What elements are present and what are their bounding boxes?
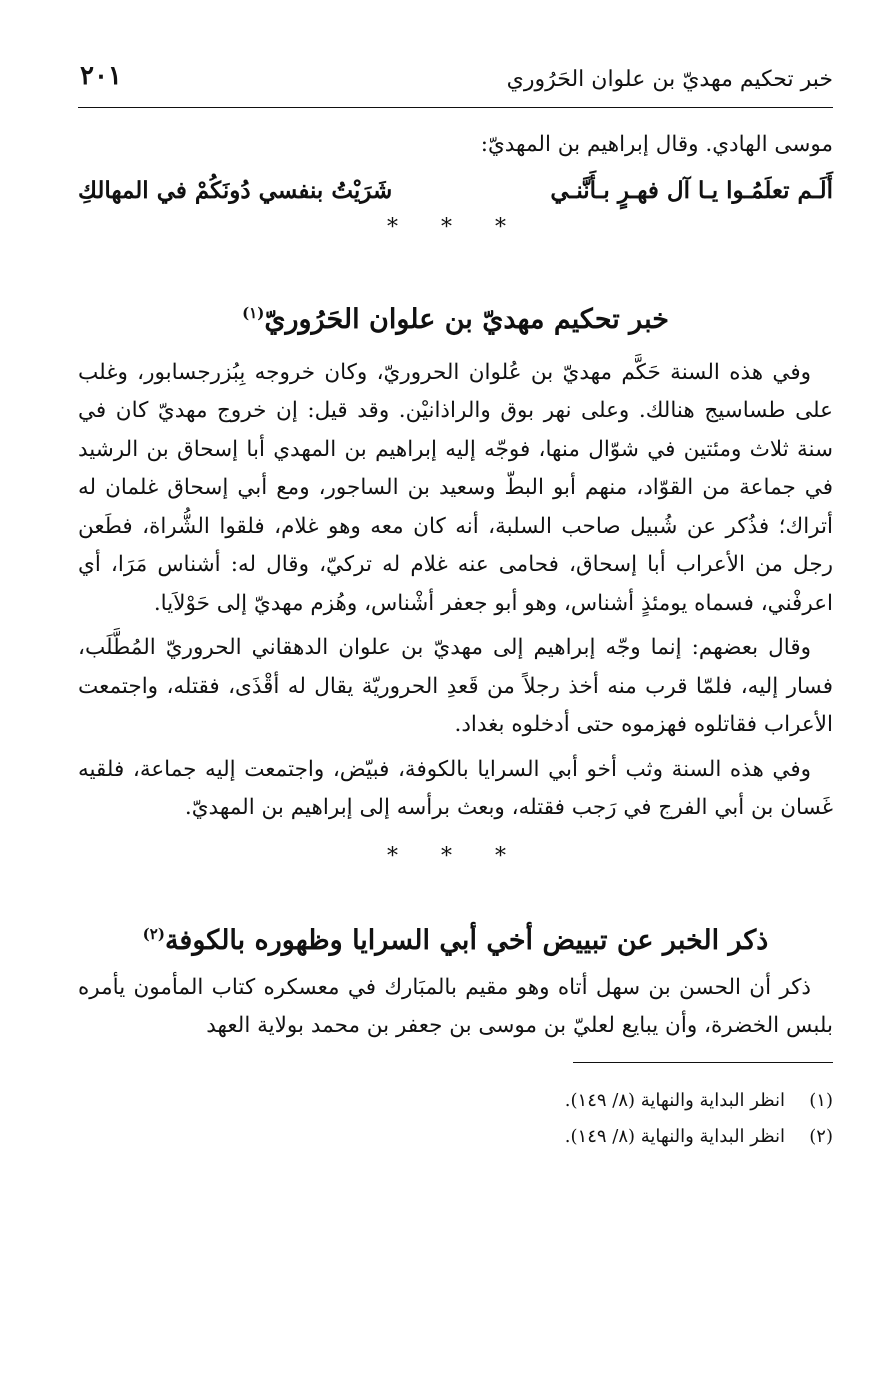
paragraph-2: وقال بعضهم: إنما وجّه إبراهيم إلى مهديّ بن علوان الدهقاني الحروريّ المُطَّلَب، فسار إليه، فلمّا قرب منه أخذ رجلاً من قَعدِ الحروريّة يقال له أقْذَى، فقتله، واجتمعت الأعراب فقاتلوه فهزموه حتى أدخلوه بغداد. <box>78 635 833 737</box>
footnotes <box>78 1083 833 1155</box>
footnote-ref-1[interactable]: (١) <box>242 303 265 322</box>
section-heading-1-text: خبر تحكيم مهديّ بن علوان الحَرُوريّ <box>264 303 669 335</box>
footnote-number: (٢) <box>809 1125 833 1147</box>
footnote-text: انظر البداية والنهاية (٨/ ١٤٩). <box>564 1089 785 1111</box>
book-page <box>78 55 833 1155</box>
paragraph-1: وفي هذه السنة حَكَّم مهديّ بن عُلوان الحروريّ، وكان خروجه بِبُزرجسابور، وغلب على طساسيج هنالك. وعلى نهر بوق والراذانيْن. وقد قيل: إن خروج مهديّ كان في سنة ثلاث ومئتين في شوّال منها، فوجّه إليه إبراهيم بن المهدي أبا إسحاق بن الرشيد في جماعة من القوّاد، منهم أبو البطّ وسعيد بن الساجور، ومع أبي إسحاق غلمان له أتراك؛ فذُكر عن شُبيل صاحب السلبة، أنه كان معه وهو غلام، فلقوا الشُّراة، فطَعن رجل من الأعراب أبا إسحاق، فحامى عنه غلام له تركيّ، وقال له: أشناس مَرَا، أي اعرفْني، فسماه يومئذٍ أشناس، وهو أبو جعفر أشْناس، وهُزم مهديّ إلى حَوْلاَيا. <box>78 359 833 616</box>
footnote-2 <box>78 1119 833 1155</box>
footnote-number: (١) <box>809 1089 833 1111</box>
section-heading-2 <box>78 914 833 961</box>
page-header <box>78 55 833 108</box>
footnote-divider <box>573 1062 833 1063</box>
poetry-verse <box>78 171 833 211</box>
paragraph-3: وفي هذه السنة وثب أخو أبي السرايا بالكوفة، فبيّض، واجتمعت إليه جماعة، فلقيه غَسان بن أبي الفرج في رَجب فقتله، وبعث برأسه إلى إبراهيم بن المهديّ. <box>78 756 833 820</box>
footnote-text: انظر البداية والنهاية (٨/ ١٤٩). <box>564 1125 785 1147</box>
intro-line: موسى الهادي. وقال إبراهيم بن المهديّ: <box>480 132 833 157</box>
section-heading-2-text: ذكر الخبر عن تبييض أخي أبي السرايا وظهوره بالكوفة <box>164 924 769 956</box>
footnote-1 <box>78 1083 833 1119</box>
verse-first-hemistich: أَلَـم تعلَمُـوا يـا آل فهـرٍ بـأَنَّنـي <box>550 176 833 204</box>
section-heading-1 <box>78 293 833 340</box>
running-title: خبر تحكيم مهديّ بن علوان الحَرُوري <box>506 67 833 92</box>
footnote-ref-2[interactable]: (٢) <box>142 924 165 943</box>
section-separator-2: * * * <box>387 843 524 869</box>
section-separator: * * * <box>387 214 524 240</box>
verse-second-hemistich: شَرَيْتُ بنفسي دُونَكُمْ في المهالكِ <box>78 176 393 204</box>
page-number: ٢٠١ <box>80 61 122 91</box>
paragraph-4: ذكر أن الحسن بن سهل أتاه وهو مقيم بالمبَارك في معسكره كتاب المأمون يأمره بلبس الخضرة، وأن يبايع لعليّ بن موسى بن جعفر بن محمد بولاية العهد <box>78 974 833 1038</box>
